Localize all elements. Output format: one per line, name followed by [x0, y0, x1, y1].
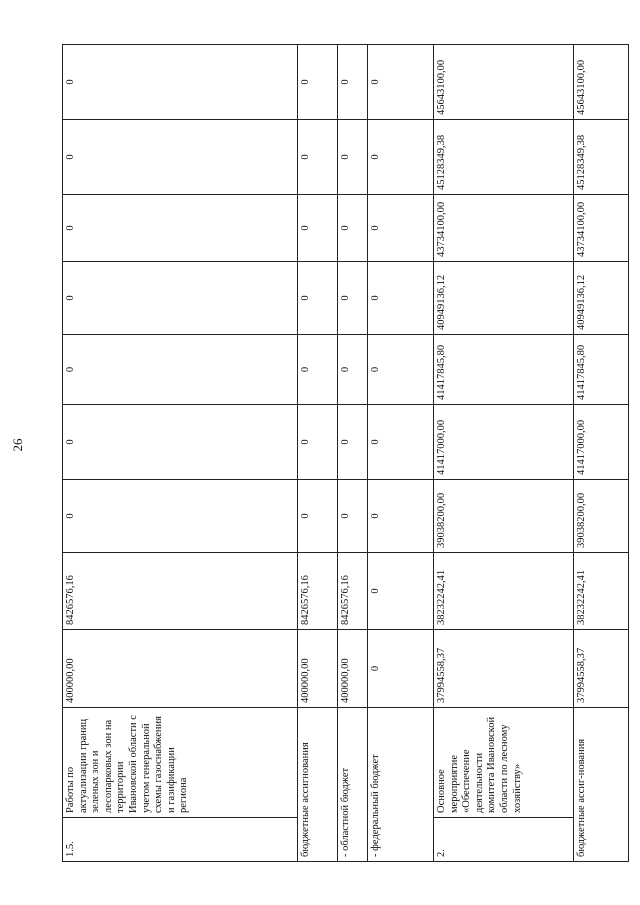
cell: 45128349,38: [434, 120, 574, 195]
cell: 41417000,00: [434, 405, 574, 480]
table-row: [63, 45, 298, 862]
cell: 0: [368, 480, 434, 553]
cell: 45643100,00: [574, 45, 629, 120]
cell: 0: [338, 480, 368, 553]
table-row: [338, 45, 368, 862]
table-row: [434, 45, 574, 862]
table-row: [574, 45, 629, 862]
cell: 37994558,37: [434, 630, 574, 708]
cell: 40949136,12: [574, 262, 629, 335]
cell: 0: [63, 120, 298, 195]
cell: 0: [63, 335, 298, 405]
cell: 0: [368, 120, 434, 195]
cell: 0: [63, 405, 298, 480]
cell: 400000,00: [338, 630, 368, 708]
cell: 0: [298, 405, 338, 480]
cell: 43734100,00: [434, 195, 574, 262]
row-name: - федеральный бюджет: [368, 708, 434, 862]
cell: 43734100,00: [574, 195, 629, 262]
cell: 0: [338, 195, 368, 262]
cell: 41417000,00: [574, 405, 629, 480]
cell: 37994558,37: [574, 630, 629, 708]
cell: 0: [338, 405, 368, 480]
cell: 0: [338, 45, 368, 120]
table-row: [368, 45, 434, 862]
cell: 0: [368, 405, 434, 480]
cell: 0: [368, 630, 434, 708]
cell: 0: [298, 120, 338, 195]
table-row: [298, 45, 338, 862]
cell: 0: [338, 120, 368, 195]
cell: 0: [63, 480, 298, 553]
cell: 0: [298, 335, 338, 405]
row-name: Работы по актуализации границ зеленых зон и лесопарковых зон на территории Ивановской области с учетом генеральной схемы газоснабжения и газификации региона: [63, 708, 298, 818]
cell: 0: [368, 262, 434, 335]
cell: 40949136,12: [434, 262, 574, 335]
cell: 0: [368, 195, 434, 262]
budget-table: [62, 44, 629, 862]
cell: 41417845,80: [434, 335, 574, 405]
cell: 400000,00: [63, 630, 298, 708]
cell: 0: [298, 45, 338, 120]
row-name: бюджетные ассигнования: [298, 708, 338, 862]
row-number: 1.5.: [63, 818, 298, 862]
row-name: бюджетные ассиг-нования: [574, 708, 629, 862]
cell: 41417845,80: [574, 335, 629, 405]
cell: 0: [298, 480, 338, 553]
cell: 8426576,16: [298, 553, 338, 630]
cell: 0: [63, 195, 298, 262]
cell: 0: [63, 45, 298, 120]
cell: 0: [368, 45, 434, 120]
cell: 0: [63, 262, 298, 335]
cell: 0: [298, 195, 338, 262]
cell: 39038200,00: [434, 480, 574, 553]
cell: 8426576,16: [338, 553, 368, 630]
cell: 38232242,41: [434, 553, 574, 630]
cell: 0: [338, 335, 368, 405]
cell: 45128349,38: [574, 120, 629, 195]
cell: 0: [338, 262, 368, 335]
cell: 0: [368, 335, 434, 405]
cell: 400000,00: [298, 630, 338, 708]
cell: 39038200,00: [574, 480, 629, 553]
cell: 8426576,16: [63, 553, 298, 630]
row-number: 2.: [434, 818, 574, 862]
cell: 38232242,41: [574, 553, 629, 630]
cell: 0: [368, 553, 434, 630]
cell: 0: [298, 262, 338, 335]
page-number: 26: [10, 438, 25, 452]
row-name: Основное мероприятие «Обеспечение деятельности комитета Ивановской области по лесному хозяйству»: [434, 708, 574, 818]
row-name: - областной бюджет: [338, 708, 368, 862]
cell: 45643100,00: [434, 45, 574, 120]
